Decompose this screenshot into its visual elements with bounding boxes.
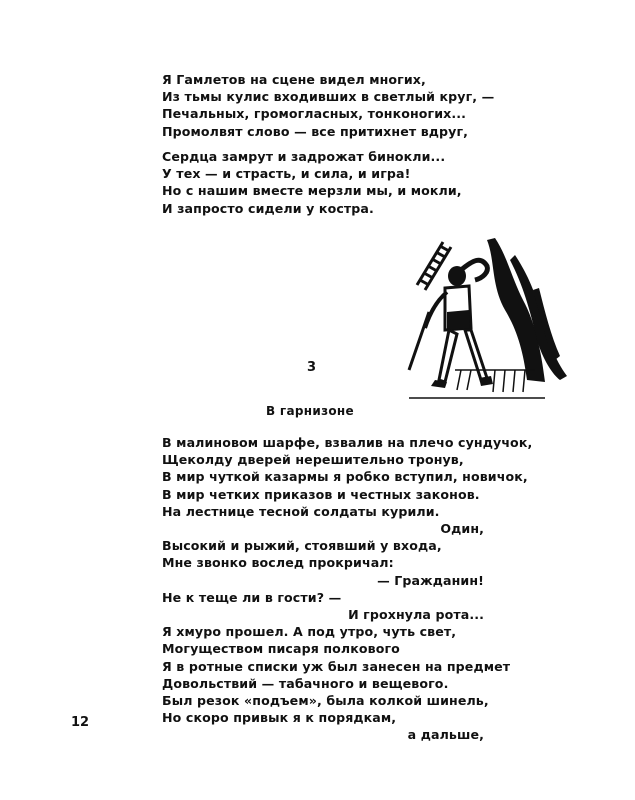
verse-line: Но с нашим вместе мерзли мы, и мокли,: [162, 183, 462, 199]
poem-stanza-3: [162, 434, 533, 744]
verse-line: Я Гамлетов на сцене видел многих,: [162, 72, 426, 87]
verse-line: Мне звонко вослед прокричал:: [162, 555, 394, 571]
verse-line: Я в ротные списки уж был занесен на предмет: [162, 658, 511, 674]
verse-line: И запросто сидели у костра.: [162, 200, 374, 216]
verse-line: а дальше,: [407, 727, 484, 743]
page-number: 12: [71, 715, 90, 730]
section-title: В гарнизоне: [266, 404, 354, 418]
verse-line: Высокий и рыжий, стоявший у входа,: [162, 538, 442, 554]
verse-line: Один,: [440, 521, 484, 537]
verse-line: Печальных, громогласных, тонконогих...: [162, 106, 467, 122]
verse-line: Могуществом писаря полкового: [162, 641, 400, 657]
verse-line: И грохнула рота...: [348, 607, 484, 623]
section-number: 3: [307, 360, 317, 375]
verse-line: У тех — и страсть, и сила, и игра!: [162, 166, 411, 182]
verse-line: В мир четких приказов и честных законов.: [162, 486, 480, 502]
verse-line: Из тьмы кулис входивших в светлый круг, —: [162, 89, 495, 105]
verse-line: — Гражданин!: [377, 572, 484, 588]
verse-line: В мир чуткой казармы я робко вступил, новичок,: [162, 469, 528, 485]
verse-line: Был резок «подъем», была колкой шинель,: [162, 693, 489, 709]
verse-line: Не к теще ли в гости? —: [162, 589, 342, 605]
verse-line: Промолвят слово — все притихнет вдруг,: [162, 123, 469, 139]
verse-line: На лестнице тесной солдаты курили.: [162, 503, 440, 519]
verse-line: В малиновом шарфе, взвалив на плечо сундучок,: [162, 435, 533, 450]
poem-stanza-1: [162, 71, 522, 140]
verse-line: Сердца замрут и задрожат бинокли...: [162, 149, 446, 164]
poem-stanza-2: [162, 148, 522, 217]
verse-line: Щеколду дверей нерешительно тронув,: [162, 452, 464, 468]
verse-line: Но скоро привык я к порядкам,: [162, 710, 397, 726]
hamlet-actor-illustration: [395, 230, 575, 405]
verse-line: Довольствий — табачного и вещевого.: [162, 675, 449, 691]
verse-line: Я хмуро прошел. А под утро, чуть свет,: [162, 624, 457, 640]
